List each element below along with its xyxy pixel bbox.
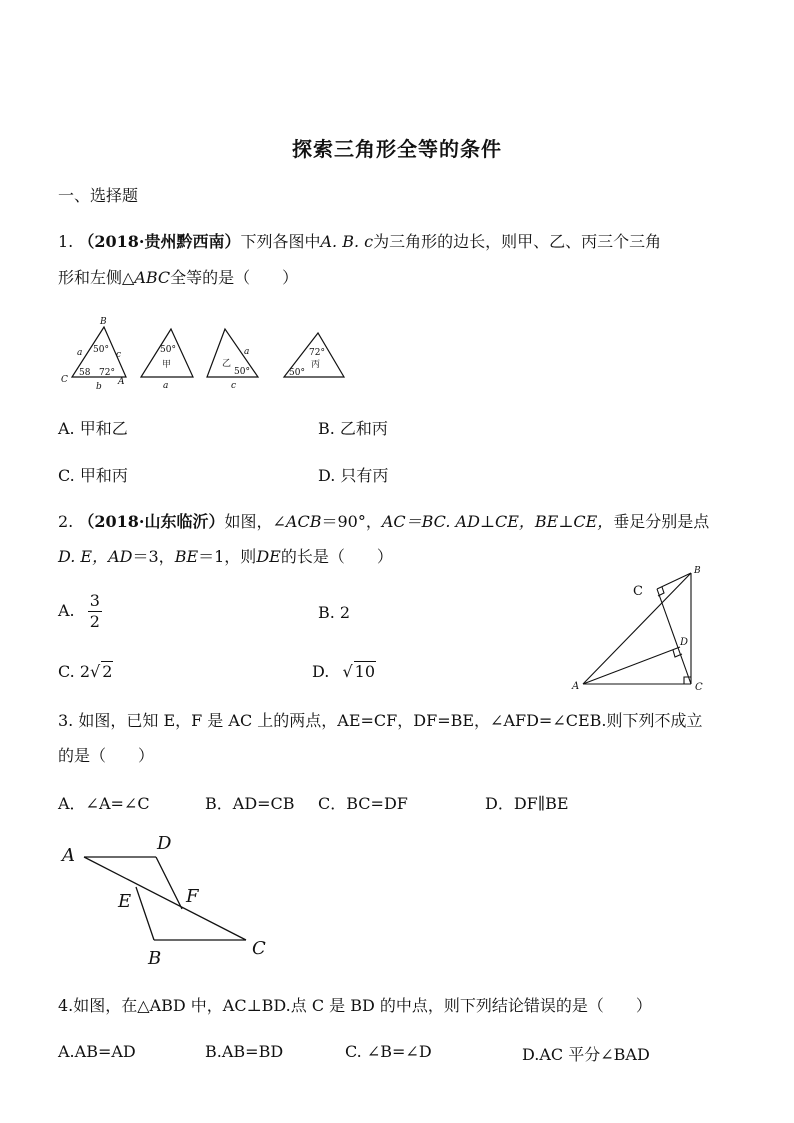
q2-number: 2. (58, 512, 74, 531)
q3-vertex-c: C (252, 938, 266, 959)
q1-jia-name: 甲 (162, 360, 172, 370)
q1-yi-side-c: c (231, 381, 237, 391)
q1-angle-c: 58 (79, 368, 91, 378)
q1-yi-angle: 50° (234, 367, 250, 377)
q1-angle-a: 72° (99, 368, 115, 378)
q1-bing-angle-top: 72° (309, 348, 325, 358)
q3-option-d[interactable]: D．DF∥BE (485, 794, 569, 813)
q1-yi-side-a: a (244, 347, 250, 357)
q2-option-d-label: D. (312, 662, 330, 681)
q2-vertex-d: D (680, 637, 689, 648)
q1-figure (56, 312, 356, 394)
q1-option-c[interactable]: C. 甲和丙 (58, 466, 128, 485)
q2-line2-b: ＝1，则 (198, 547, 257, 566)
q2-figure (565, 560, 715, 695)
q3-vertex-b: B (148, 948, 162, 969)
q2-vertex-c-top: C (633, 584, 643, 599)
sqrt-icon: √ (90, 662, 101, 681)
q2-line2-a: ＝3， (132, 547, 175, 566)
q2-acb: ACB (285, 512, 322, 531)
q1-option-d[interactable]: D. 只有丙 (318, 466, 389, 485)
q1-side-b: b (96, 382, 102, 392)
q2-option-a-numerator: 3 (89, 591, 100, 610)
q2-option-a[interactable] (58, 591, 102, 632)
q1-angle-b: 50° (93, 345, 109, 355)
q1-source: （2018·贵州黔西南） (78, 232, 241, 251)
q3-line2: 的是（ ） (58, 746, 155, 765)
q1-abc: ABC (134, 268, 171, 287)
q4-line1: 4.如图，在△ABD 中，AC⊥BD.点 C 是 BD 的中点，则下列结论错误的是（ ） (58, 996, 652, 1015)
q1-number: 1. (58, 232, 74, 251)
q2-option-a-denominator: 2 (89, 612, 100, 631)
q1-bing-angle-left: 50° (289, 368, 305, 378)
q2-option-c-radicand: 2 (102, 662, 113, 681)
q1-side-c: c (116, 350, 122, 360)
q1-option-b[interactable]: B. 乙和丙 (318, 419, 388, 438)
q1-line2 (58, 266, 298, 290)
q1-text-a: 下列各图中 (240, 232, 321, 251)
q3-option-b[interactable]: B．AD=CB (205, 794, 295, 813)
section-heading: 一、选择题 (58, 186, 139, 205)
q2-option-c-label: C. 2 (58, 662, 91, 681)
q1-vertex-c: C (61, 375, 68, 385)
q3-line1: 3. 如图，已知 E，F 是 AC 上的两点，AE=CF，DF=BE，∠AFD=∠CEB.则下列不成立 (58, 711, 703, 730)
q1-jia-angle: 50° (160, 345, 176, 355)
q3-figure (56, 830, 276, 970)
q2-text-a: 如图，∠ (224, 512, 286, 531)
q2-option-a-label: A. (58, 601, 75, 620)
q2-text-c: 垂足分别是点 (613, 512, 710, 531)
q2-de: DE (256, 547, 281, 566)
q3-vertex-e: E (118, 891, 132, 912)
q2-line1 (58, 510, 709, 534)
q2-line2-vars: D. E，AD (58, 547, 133, 566)
q4-option-c[interactable]: C. ∠B=∠D (345, 1042, 432, 1061)
q1-yi-name: 乙 (222, 359, 232, 369)
q2-option-c[interactable] (58, 662, 113, 681)
q2-option-d-radicand: 10 (354, 662, 375, 681)
q3-vertex-d: D (157, 833, 172, 854)
q1-triangle-yi (207, 329, 258, 391)
q2-line2-c: 的长是（ ） (280, 547, 393, 566)
q2-vertex-b: B (694, 566, 701, 576)
q2-option-d[interactable] (312, 662, 376, 681)
q1-jia-side: a (163, 381, 169, 391)
q4-option-b[interactable]: B.AB=BD (205, 1042, 284, 1061)
q1-vars: A. B. c (320, 232, 374, 251)
q1-text-d: 全等的是（ ） (170, 268, 299, 287)
q2-cond: AC＝BC. AD⊥CE，BE⊥CE， (381, 512, 614, 531)
q4-option-d[interactable]: D.AC 平分∠BAD (522, 1045, 650, 1064)
q1-text-b: 为三角形的边长，则甲、乙、丙三个三角 (373, 232, 662, 251)
page-title: 探索三角形全等的条件 (292, 137, 502, 161)
q2-source: （2018·山东临沂） (78, 512, 225, 531)
q3-vertex-f: F (186, 886, 199, 907)
q4-option-a[interactable]: A.AB=AD (58, 1042, 136, 1061)
sqrt-icon: √ (342, 662, 353, 681)
q2-vertex-c: C (695, 682, 703, 693)
q2-text-b: ＝90°， (321, 512, 382, 531)
q1-side-a: a (77, 348, 83, 358)
q3-vertex-a: A (62, 845, 75, 866)
q3-option-a[interactable]: A．∠A=∠C (58, 794, 150, 813)
q2-line2 (58, 545, 393, 569)
q2-vertex-a: A (572, 681, 580, 692)
q1-triangle-jia (141, 329, 193, 391)
q1-text-c: 形和左侧△ (58, 268, 135, 287)
q1-option-a[interactable]: A. 甲和乙 (58, 419, 128, 438)
q2-option-a-fraction (88, 591, 102, 632)
q1-vertex-a: A (118, 377, 125, 387)
q2-option-b[interactable]: B. 2 (318, 603, 351, 622)
q1-triangle-bing (284, 333, 344, 378)
q1-vertex-b: B (100, 317, 107, 327)
q2-be: BE (174, 547, 199, 566)
q1-line1 (58, 230, 661, 254)
q3-option-c[interactable]: C．BC=DF (318, 794, 408, 813)
q1-bing-name: 丙 (311, 360, 321, 370)
